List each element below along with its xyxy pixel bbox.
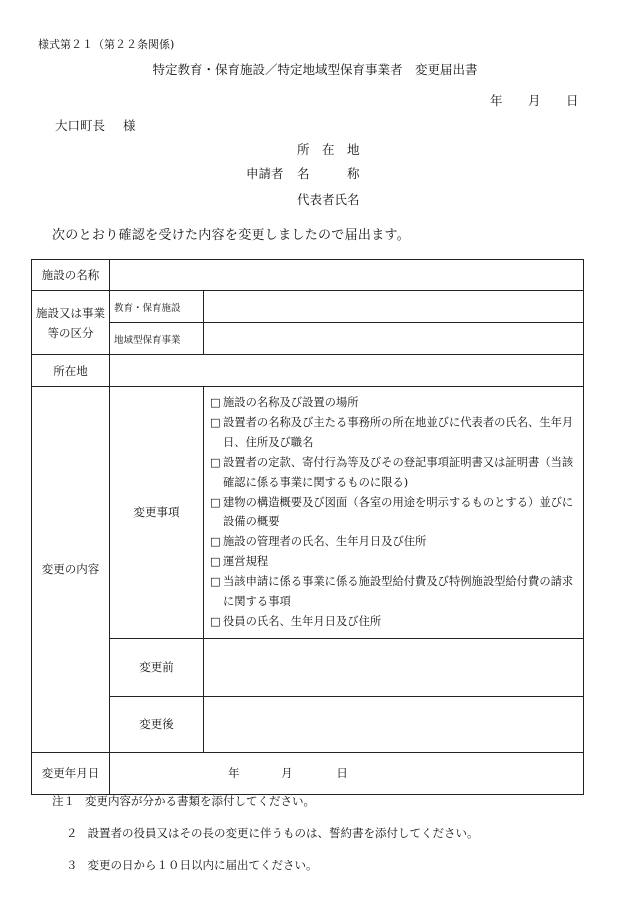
change-date-field[interactable] [110,752,584,794]
checkbox-icon[interactable]: □ [210,415,221,429]
change-item[interactable] [210,612,577,632]
checkbox-icon[interactable]: □ [210,555,221,569]
change-item[interactable] [210,572,577,612]
row-facility-name [32,260,584,291]
addressee [55,116,136,134]
change-item[interactable] [210,552,577,572]
document-title: 特定教育・保育施設／特定地域型保育事業者 変更届出書 [152,62,478,77]
row-category-1 [32,291,584,323]
before-field[interactable] [204,638,584,696]
change-item-text: 当該申請に係る事業に係る施設型給付費及び特例施設型給付費の請求に関する事項 [223,575,574,609]
checkbox-icon[interactable]: □ [210,535,221,549]
change-item-text: 施設の管理者の氏名、生年月日及び住所 [223,535,427,549]
address-label: 所在地 [32,355,110,387]
row-after [32,696,584,752]
checkbox-icon[interactable]: □ [210,495,221,509]
row-category-2 [32,323,584,355]
date-day-unit: 日 [566,93,579,108]
row-address [32,355,584,387]
applicant-label: 申請者 [246,166,284,181]
category-option-community: 地域型保育事業 [110,323,204,355]
row-before [32,638,584,696]
addressee-name: 大口町長 [55,118,106,133]
facility-name-field[interactable] [110,260,584,291]
applicant-representative-label: 代表者氏名 [297,192,360,207]
change-item-text: 運営規程 [223,555,269,569]
checkbox-icon[interactable]: □ [210,614,221,628]
after-label: 変更後 [110,696,204,752]
change-items-label: 変更事項 [110,387,204,639]
addressee-honorific: 様 [123,118,136,133]
change-date-year-unit: 年 [228,766,240,781]
intro-text: 次のとおり確認を受けた内容を変更しましたので届出ます。 [52,228,411,243]
note-mark: 注１ [52,794,75,808]
note-1 [52,793,315,809]
change-item[interactable] [210,532,577,552]
category-option-education: 教育・保育施設 [110,291,204,323]
after-field[interactable] [204,696,584,752]
checkbox-icon[interactable]: □ [210,575,221,589]
change-content-label: 変更の内容 [32,387,110,753]
change-item[interactable] [210,413,577,453]
change-item[interactable] [210,393,577,413]
before-label: 変更前 [110,638,204,696]
form-number: 様式第２１（第２２条関係) [38,38,175,51]
change-item[interactable] [210,493,577,533]
category-community-field[interactable] [204,323,584,355]
date-month-unit: 月 [528,93,541,108]
date-year-unit: 年 [490,93,503,108]
row-change-items [32,387,584,639]
category-label: 施設又は事業等の区分 [32,291,110,355]
note-3 [66,857,318,873]
checkbox-icon[interactable]: □ [210,455,221,469]
change-date-month-unit: 月 [281,766,293,781]
change-item[interactable] [210,453,577,493]
change-item-text: 施設の名称及び設置の場所 [223,396,359,409]
change-item-text: 設置者の名称及び主たる事務所の所在地並びに代表者の氏名、生年月日、住所及び職名 [223,415,574,449]
change-item-text: 建物の構造概要及び図面（各室の用途を明示するものとする）並びに設備の概要 [223,495,574,529]
checkbox-icon[interactable]: □ [210,396,221,409]
change-date-day-unit: 日 [336,766,348,781]
address-field[interactable] [110,355,584,387]
applicant-name-label: 名 称 [297,166,360,181]
category-education-field[interactable] [204,291,584,323]
change-item-text: 設置者の定款、寄付行為等及びその登記事項証明書又は証明書（当該確認に係る事業に関するものに限る) [223,455,574,489]
facility-name-label: 施設の名称 [32,260,110,291]
change-date-label: 変更年月日 [32,752,110,794]
note-text: 変更内容が分かる書類を添付してください。 [85,794,315,808]
change-form-table [31,259,584,795]
note-text: 変更の日から１０日以内に届出てください。 [87,858,318,872]
change-items-list [204,387,584,639]
note-2 [66,825,479,841]
change-item-text: 役員の氏名、生年月日及び住所 [223,614,382,628]
applicant-location-label: 所 在 地 [297,142,360,157]
note-text: 設置者の役員又はその長の変更に伴うものは、誓約書を添付してください。 [87,826,479,840]
note-mark: ３ [66,858,78,872]
row-change-date [32,752,584,794]
note-mark: ２ [66,826,78,840]
